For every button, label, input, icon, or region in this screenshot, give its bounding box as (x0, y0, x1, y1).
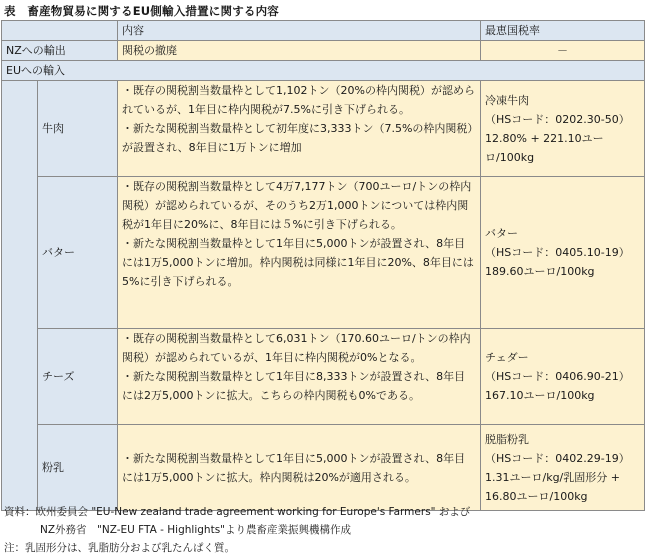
measures-table (1, 20, 645, 511)
mfn-rate: 1.31ユーロ/kg/乳固形分 + 16.80ユーロ/100kg (485, 470, 620, 503)
nz-export-mfn: － (481, 41, 645, 61)
product-content (118, 425, 481, 511)
content-bullet: ・新たな関税割当数量枠として初年度に3,333トン（7.5%の枠内関税）が設置され、8年目に1万トンに増加 (122, 122, 473, 154)
product-content (118, 81, 481, 177)
product-content (118, 329, 481, 425)
product-row-beef (2, 81, 645, 177)
nz-export-label: NZへの輸出 (2, 41, 118, 61)
footnotes (4, 503, 470, 557)
mfn-product: 脱脂粉乳 (485, 432, 529, 446)
content-bullet: ・新たな関税割当数量枠として1年目に5,000トンが設置され、8年目には1万5,000トンに増加。枠内関税は同様に1年目に20%、8年目には5%に引き下げられる。 (122, 237, 474, 288)
footnote: 注：乳固形分は、乳脂肪分および乳たんぱく質。 (4, 542, 235, 554)
product-name: 牛肉 (38, 81, 118, 177)
mfn-rate: 12.80% + 221.10ユーロ/100kg (485, 131, 604, 164)
mfn-rate: 189.60ユーロ/100kg (485, 265, 595, 278)
source-note: 資料：欧州委員会 "EU-New zealand trade agreement working for Europe's Farmers" および (4, 506, 471, 518)
mfn-hs-code: （HSコード：0402.29-19） (485, 451, 630, 465)
product-name: バター (38, 177, 118, 329)
product-mfn (481, 329, 645, 425)
eu-indent-cell (2, 81, 38, 511)
product-mfn (481, 81, 645, 177)
nz-export-row (2, 41, 645, 61)
header-blank-cell (2, 21, 118, 41)
product-name: チーズ (38, 329, 118, 425)
mfn-product: バター (485, 227, 518, 240)
content-bullet: ・既存の関税割当数量枠として6,031トン（170.60ユーロ/トンの枠内関税）が認められているが、1年目に枠内関税が0%となる。 (122, 332, 471, 364)
nz-export-content: 関税の撤廃 (118, 41, 481, 61)
product-row-milk-powder (2, 425, 645, 511)
product-row-cheese (2, 329, 645, 425)
eu-import-label: EUへの輸入 (2, 61, 645, 81)
mfn-rate: 167.10ユーロ/100kg (485, 389, 595, 402)
mfn-hs-code: （HSコード：0405.10-19） (485, 246, 630, 259)
mfn-hs-code: （HSコード：0202.30-50） (485, 112, 630, 126)
content-bullet: ・新たな関税割当数量枠として1年目に8,333トンが設置され、8年目には2万5,000トンに拡大。こちらの枠内関税も0%である。 (122, 370, 466, 402)
mfn-product: 冷凍牛肉 (485, 93, 529, 107)
product-row-butter (2, 177, 645, 329)
eu-import-row (2, 61, 645, 81)
product-content (118, 177, 481, 329)
product-mfn (481, 177, 645, 329)
content-bullet: ・既存の関税割当数量枠として4万7,177トン（700ユーロ/トンの枠内関税）が認められているが、そのうち2万1,000トンについては枠内関税が1年目に20%に、8年目には５%に引き下げられる。 (122, 180, 472, 231)
header-mfn-rate: 最恵国税率 (481, 21, 645, 41)
mfn-hs-code: （HSコード：0406.90-21） (485, 370, 630, 383)
header-content: 内容 (118, 21, 481, 41)
header-row (2, 21, 645, 41)
content-bullet: ・既存の関税割当数量枠として1,102トン（20%の枠内関税）が認められているが、1年目に枠内関税が7.5%に引き下げられる。 (122, 84, 475, 116)
table-title: 表 畜産物貿易に関するEU側輸入措置に関する内容 (4, 4, 279, 18)
product-mfn (481, 425, 645, 511)
source-note-continued: NZ外務省 "NZ-EU FTA - Highlights"より農畜産業振興機構作成 (40, 524, 351, 536)
product-name: 粉乳 (38, 425, 118, 511)
content-bullet: ・新たな関税割当数量枠として1年目に5,000トンが設置され、8年目には1万5,000トンに拡大。枠内関税は20%が適用される。 (122, 451, 466, 484)
mfn-product: チェダー (485, 351, 529, 364)
